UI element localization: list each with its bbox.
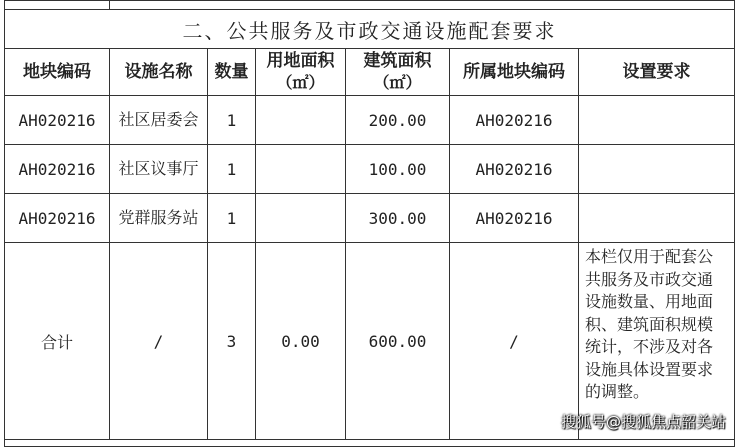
cell-requirements xyxy=(579,145,735,194)
total-building-area: 600.00 xyxy=(346,243,450,440)
cell-building-area: 100.00 xyxy=(346,145,450,194)
cell-plot-code: AH020216 xyxy=(5,194,110,243)
cell-facility-name xyxy=(110,145,208,194)
header-land-area-unit: （㎡） xyxy=(276,73,325,92)
header-land-area xyxy=(256,49,346,96)
section-title-row xyxy=(5,10,735,49)
total-label: 合计 xyxy=(5,243,110,440)
cell-quantity: 1 xyxy=(208,96,256,145)
cell-owner-plot-code: AH020216 xyxy=(450,96,579,145)
header-owner-plot-code: 所属地块编码 xyxy=(450,49,579,96)
cell-facility-name xyxy=(110,194,208,243)
header-land-area-label: 用地面积 xyxy=(266,51,335,71)
header-row xyxy=(5,49,735,96)
table-bottom-remnant-row xyxy=(5,440,735,447)
facility-name-text: 社区居委会 xyxy=(118,110,199,130)
table-row xyxy=(5,194,735,243)
watermark: 搜狐号@搜狐焦点韶关站 xyxy=(560,413,726,431)
cell-requirements xyxy=(579,194,735,243)
cell-quantity: 1 xyxy=(208,145,256,194)
cell-quantity: 1 xyxy=(208,194,256,243)
cell-building-area: 200.00 xyxy=(346,96,450,145)
cell-requirements xyxy=(579,96,735,145)
cell-plot-code: AH020216 xyxy=(5,145,110,194)
cell-owner-plot-code: AH020216 xyxy=(450,194,579,243)
header-facility-name: 设施名称 xyxy=(110,49,208,96)
cell-owner-plot-code: AH020216 xyxy=(450,145,579,194)
cell-facility-name xyxy=(110,96,208,145)
total-facility-name: / xyxy=(110,243,208,440)
table-top-remnant-row xyxy=(5,1,735,10)
table-row xyxy=(5,96,735,145)
facility-name-text: 党群服务站 xyxy=(118,208,199,228)
requirements-note: 本栏仅用于配套公共服务及市政交通设施数量、用地面积、建筑面积规模统计，不涉及对各设施具体设置要求的调整。 xyxy=(585,247,714,401)
table-row xyxy=(5,145,735,194)
section-title: 二、公共服务及市政交通设施配套要求 xyxy=(5,10,735,49)
header-quantity: 数量 xyxy=(208,49,256,96)
total-land-area: 0.00 xyxy=(256,243,346,440)
facility-table xyxy=(4,0,735,447)
total-requirements xyxy=(579,243,735,440)
cell-land-area xyxy=(256,96,346,145)
total-row xyxy=(5,243,735,440)
header-plot-code: 地块编码 xyxy=(5,49,110,96)
cell-land-area xyxy=(256,145,346,194)
total-owner-plot-code: / xyxy=(450,243,579,440)
header-requirements: 设置要求 xyxy=(579,49,735,96)
cell-building-area: 300.00 xyxy=(346,194,450,243)
header-building-area xyxy=(346,49,450,96)
header-building-area-unit: （㎡） xyxy=(373,73,422,92)
cell-plot-code: AH020216 xyxy=(5,96,110,145)
total-quantity: 3 xyxy=(208,243,256,440)
facility-name-text: 社区议事厅 xyxy=(118,159,199,179)
header-building-area-label: 建筑面积 xyxy=(363,51,432,71)
cell-land-area xyxy=(256,194,346,243)
